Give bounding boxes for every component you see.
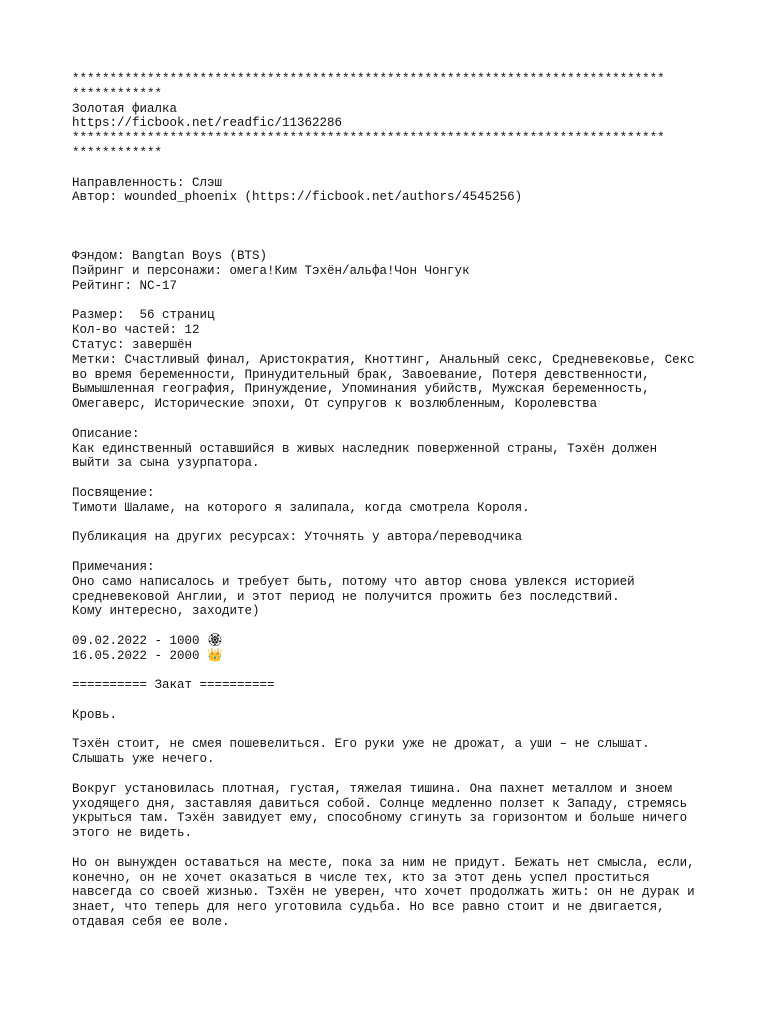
separator-stars: ************ (72, 145, 163, 160)
paragraph-line: навсегда со своей жизнью. Тэхён не уверен, что хочет продолжать жить: он не дурак и (72, 885, 695, 900)
blank-line (72, 471, 712, 486)
separator-stars: ******************************************************************************* (72, 72, 665, 86)
notes-line: Оно само написалось и требует быть, потому что автор снова увлекся историей (72, 574, 635, 589)
blank-gap (72, 205, 712, 249)
meta-tags-line: Метки: Счастливый финал, Аристократия, Кноттинг, Анальный секс, Средневековье, Секс (72, 352, 695, 367)
paragraph-line: знает, что теперь для него уготовила судьба. Но все равно стоит и не двигается, (72, 900, 665, 915)
paragraph-line: этого не видеть. (72, 826, 193, 841)
dedication-text: Тимоти Шаламе, на которого я залипала, когда смотрела Короля. (72, 500, 530, 515)
blank-line (72, 516, 712, 531)
work-title: Золотая фиалка (72, 101, 178, 116)
publication-note: Публикация на других ресурсах: Уточнять у автора/переводчика (72, 530, 523, 545)
document-page (72, 72, 712, 930)
meta-rating: Рейтинг: NC-17 (72, 278, 178, 293)
blank-line (72, 663, 712, 678)
work-url: https://ficbook.net/readfic/11362286 (72, 116, 343, 131)
blank-line (72, 294, 712, 309)
meta-status: Статус: завершён (72, 337, 193, 352)
meta-direction: Направленность: Слэш (72, 175, 223, 190)
meta-pairing: Пэйринг и персонажи: омега!Ким Тэхён/альфа!Чон Чонгук (72, 263, 470, 278)
meta-fandom: Фэндом: Bangtan Boys (BTS) (72, 249, 268, 264)
meta-size: Размер: 56 страниц (72, 308, 215, 323)
blank-line (72, 619, 712, 634)
blank-line (72, 723, 712, 738)
paragraph-line: Слышать уже нечего. (72, 752, 215, 767)
separator-stars: ******************************************************************************* (72, 131, 665, 146)
blank-line (72, 412, 712, 427)
blank-line (72, 767, 712, 782)
description-line: Как единственный оставшийся в живых наследник поверженной страны, Тэхён должен (72, 441, 658, 456)
meta-tags-line: Омегаверс, Исторические эпохи, От супругов к возлюбленным, Королевства (72, 397, 598, 412)
paragraph-line: Кровь. (72, 707, 118, 722)
blank-line (72, 693, 712, 708)
blank-line (72, 161, 712, 176)
meta-author: Автор: wounded_phoenix (https://ficbook.net/authors/4545256) (72, 190, 523, 205)
blank-line (72, 841, 712, 856)
paragraph-line: уходящего дня, заставляя давиться собой. Солнце медленно ползет к Западу, стремясь (72, 796, 688, 811)
notes-line: средневековой Англии, и этот период не получится прожить без последствий. (72, 589, 620, 604)
paragraph-line: укрыться там. Тэхён завидует ему, способному сгинуть за горизонтом и больше ничего (72, 811, 688, 826)
paragraph-line: Но он вынужден оставаться на месте, пока за ним не придут. Бежать нет смысла, если, (72, 855, 695, 870)
meta-tags-line: во время беременности, Принудительный брак, Завоевание, Потеря девственности, (72, 367, 650, 382)
notes-line: Кому интересно, заходите) (72, 604, 260, 619)
blank-line (72, 545, 712, 560)
meta-parts: Кол-во частей: 12 (72, 323, 200, 338)
chapter-heading: ========== Закат ========== (72, 678, 275, 693)
milestone-line: 16.05.2022 - 2000 👑 (72, 648, 223, 663)
milestone-line: 09.02.2022 - 1000 🏵 (72, 633, 223, 648)
dedication-label: Посвящение: (72, 485, 155, 500)
description-line: выйти за сына узурпатора. (72, 456, 260, 471)
paragraph-line: конечно, он не хочет оказаться в числе тех, кто за этот день успел проститься (72, 870, 650, 885)
paragraph-line: Тэхён стоит, не смея пошевелиться. Его руки уже не дрожат, а уши – не слышат. (72, 737, 650, 752)
meta-tags-line: Вымышленная география, Принуждение, Упоминания убийств, Мужская беременность, (72, 382, 650, 397)
description-label: Описание: (72, 426, 140, 441)
paragraph-line: Вокруг установилась плотная, густая, тяжелая тишина. Она пахнет металлом и зноем (72, 781, 673, 796)
notes-label: Примечания: (72, 559, 155, 574)
paragraph-line: отдавая себя ее воле. (72, 915, 230, 930)
separator-stars: ************ (72, 86, 163, 101)
